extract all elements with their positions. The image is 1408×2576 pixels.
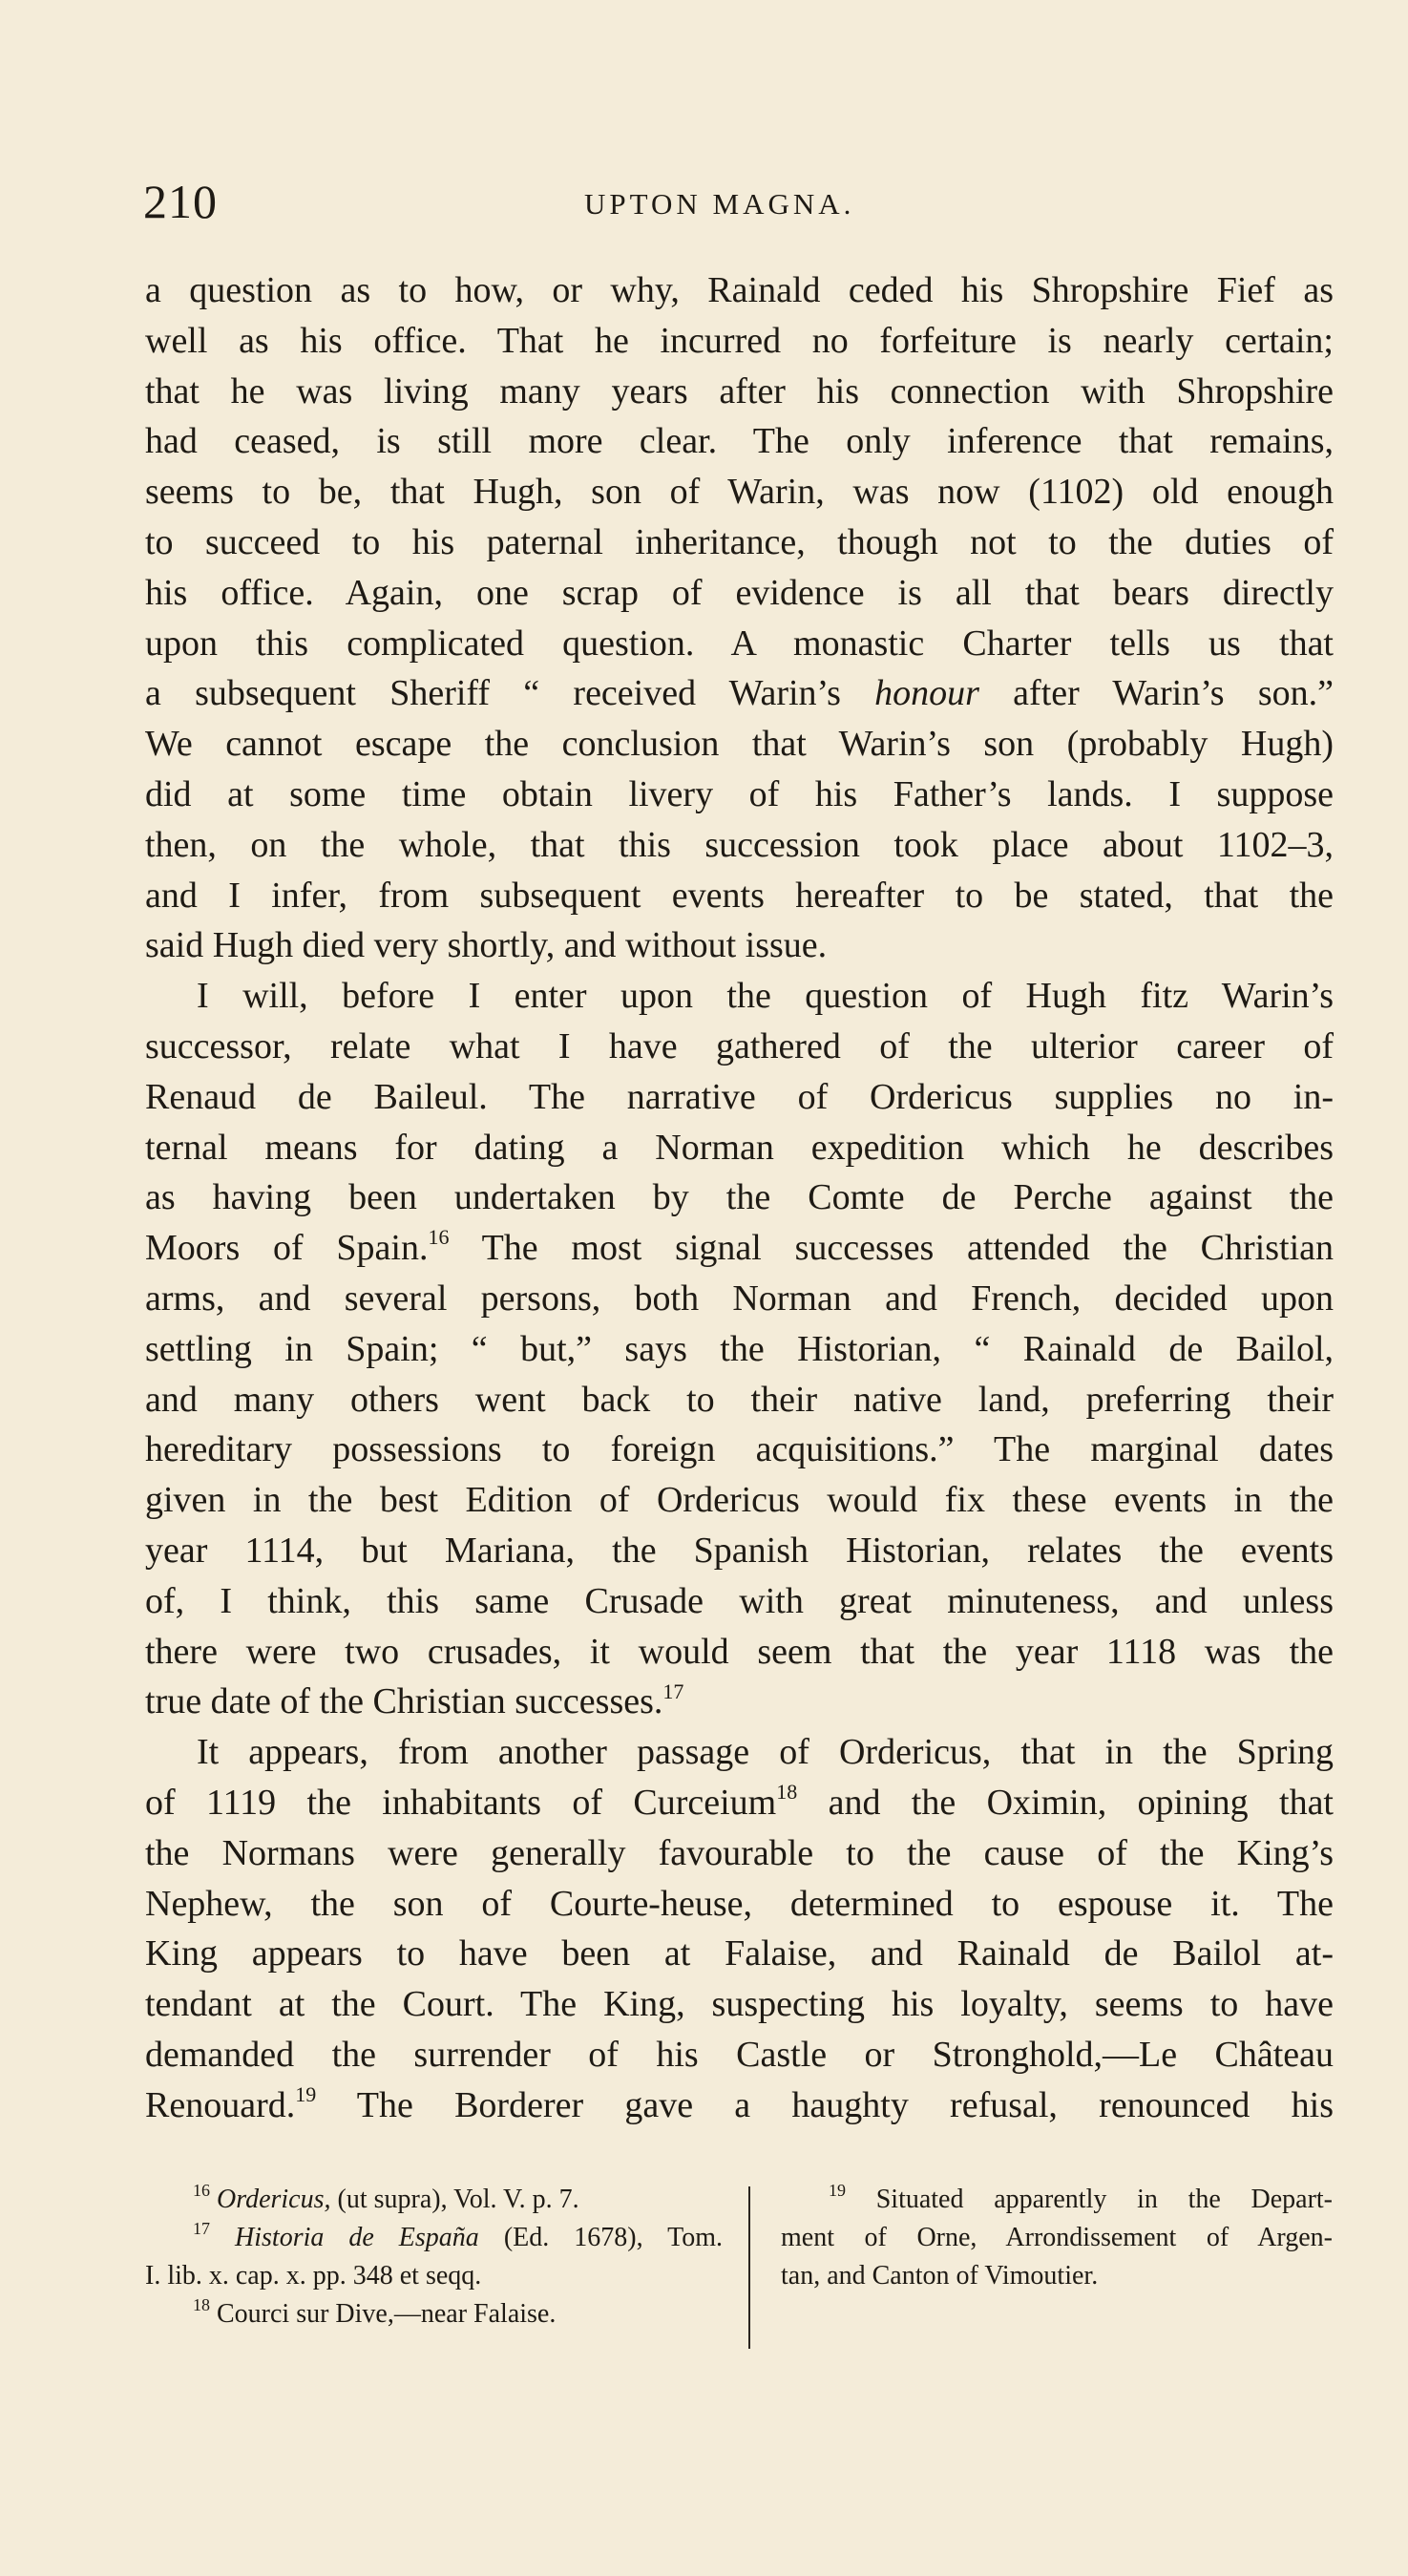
footnote-18: $^{18}$ Courci sur Dive,—near Falaise. (193, 2294, 557, 2329)
text-line: did at some time obtain livery of his Father’s lands. I suppose (145, 773, 1334, 814)
text-line: his office. Again, one scrap of evidence is all that bears directly (145, 572, 1334, 613)
footnote-column-right (781, 2181, 1333, 2295)
text-line: there were two crusades, it would seem that the year 1118 was the (145, 1631, 1334, 1672)
footnote-column-left (145, 2181, 723, 2333)
running-head (0, 174, 1408, 231)
text-line: King appears to have been at Falaise, and Rainald de Bailol at- (145, 1933, 1334, 1974)
text-line: the Normans were generally favourable to the cause of the King’s (145, 1832, 1334, 1873)
text-line: Renouard.$^{19}$ The Borderer gave a haughty refusal, renounced his (145, 2082, 1334, 2125)
footnote-ref: 17 (662, 1679, 684, 1703)
text-line: Moors of Spain.$^{16}$ The most signal successes attended the Christian (145, 1225, 1334, 1269)
text-line: a subsequent Sheriff “ received Warin’s honour after Warin’s son.” (145, 673, 1334, 714)
text-line: tendant at the Court. The King, suspecting his loyalty, seems to have (145, 1984, 1334, 2025)
footnote-19-cont: ment of Orne, Arrondissement of Argen- (781, 2223, 1333, 2252)
footnote-ref: 19 (295, 2082, 317, 2107)
running-title: UPTON MAGNA. (584, 187, 855, 221)
italic-word: honour (874, 673, 979, 714)
text-line: true date of the Christian successes.$^{17}$ (145, 1679, 684, 1722)
page-number: 210 (143, 175, 218, 228)
footnote-ref: 16 (428, 1225, 450, 1250)
footnote-19: $^{19}$ Situated apparently in the Depart- (829, 2180, 1333, 2214)
text-line: to succeed to his paternal inheritance, though not to the duties of (145, 521, 1334, 562)
text-line: We cannot escape the conclusion that Warin’s son (probably Hugh) (145, 724, 1334, 765)
text-line: successor, relate what I have gathered of the ulterior career of (145, 1025, 1334, 1066)
footnote-ref: 18 (776, 1780, 798, 1805)
footnotes (145, 2181, 1334, 2343)
text-line: a question as to how, or why, Rainald ceded his Shropshire Fief as (145, 270, 1334, 310)
text-line: Nephew, the son of Courte-heuse, determined to espouse it. The (145, 1883, 1334, 1924)
text-line: that he was living many years after his connection with Shropshire (145, 370, 1334, 412)
text-line: as having been undertaken by the Comte de Perche against the (145, 1177, 1334, 1218)
text-line: and I infer, from subsequent events hereafter to be stated, that the (145, 875, 1334, 916)
body-text (145, 265, 1334, 2130)
text-line: upon this complicated question. A monastic Charter tells us that (145, 623, 1334, 664)
footnote-divider (748, 2186, 750, 2349)
footnote-16: $^{16}$ Ordericus, (ut supra), Vol. V. p. 7. (193, 2180, 579, 2214)
text-line: had ceased, is still more clear. The only inference that remains, (145, 421, 1334, 462)
text-line: said Hugh died very shortly, and without issue. (145, 925, 828, 966)
text-line: of 1119 the inhabitants of Curceium$^{18}$ and the Oximin, opining that (145, 1780, 1334, 1823)
footnote-17-cont: I. lib. x. cap. x. pp. 348 et seqq. (145, 2261, 482, 2291)
text-line: of, I think, this same Crusade with great minuteness, and unless (145, 1580, 1334, 1621)
text-line: ternal means for dating a Norman expedition which he describes (145, 1127, 1334, 1168)
text-line: arms, and several persons, both Norman and French, decided upon (145, 1277, 1334, 1319)
text-line: demanded the surrender of his Castle or Stronghold,—Le Château (145, 2034, 1334, 2075)
text-line: then, on the whole, that this succession took place about 1102–3, (145, 824, 1334, 865)
text-line: Renaud de Baileul. The narrative of Ordericus supplies no in- (145, 1076, 1334, 1117)
text-line: year 1114, but Mariana, the Spanish Historian, relates the events (145, 1530, 1334, 1571)
footnote-19-cont: tan, and Canton of Vimoutier. (781, 2261, 1099, 2291)
text-line: and many others went back to their native land, preferring their (145, 1379, 1334, 1420)
text-line: well as his office. That he incurred no forfeiture is nearly certain; (145, 320, 1334, 361)
text-line: given in the best Edition of Ordericus would fix these events in the (145, 1480, 1334, 1521)
text-line: settling in Spain; “ but,” says the Historian, “ Rainald de Bailol, (145, 1328, 1334, 1369)
text-line: seems to be, that Hugh, son of Warin, was now (1102) old enough (145, 472, 1334, 513)
text-line: hereditary possessions to foreign acquisitions.” The marginal dates (145, 1429, 1334, 1470)
footnote-17: $^{17}$ Historia de España (Ed. 1678), Tom. (193, 2218, 724, 2252)
text-line: I will, before I enter upon the question of Hugh fitz Warin’s (197, 976, 1334, 1017)
text-line: It appears, from another passage of Ordericus, that in the Spring (197, 1732, 1334, 1773)
